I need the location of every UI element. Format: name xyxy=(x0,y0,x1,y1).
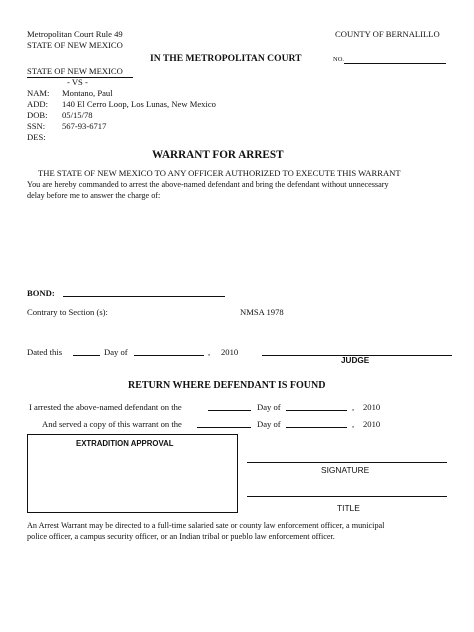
title-line xyxy=(247,496,447,497)
extradition-approval-box xyxy=(27,434,238,513)
extradition-approval-title: EXTRADITION APPROVAL xyxy=(76,439,174,448)
court-rule: Metropolitan Court Rule 49 xyxy=(27,29,123,39)
warrant-title: WARRANT FOR ARREST xyxy=(152,149,284,161)
name-value: Montano, Paul xyxy=(62,88,113,98)
dated-month-line xyxy=(134,355,204,356)
footer-line-2: police officer, a campus security officer, or an Indian tribal or pueblo law enforcement officer. xyxy=(27,532,335,541)
address-label: ADD: xyxy=(27,99,49,109)
description-label: DES: xyxy=(27,132,46,142)
arrested-year: 2010 xyxy=(363,402,381,412)
nmsa: NMSA 1978 xyxy=(240,307,284,317)
contrary-to-section: Contrary to Section (s): xyxy=(27,307,108,317)
bond-label: BOND: xyxy=(27,288,55,298)
dated-year: 2010 xyxy=(221,347,239,357)
case-number-line xyxy=(344,63,446,64)
return-title: RETURN WHERE DEFENDANT IS FOUND xyxy=(128,380,326,391)
arrested-text: I arrested the above-named defendant on the xyxy=(29,402,182,412)
bond-line xyxy=(63,296,225,297)
signature-line xyxy=(247,462,447,463)
dob-label: DOB: xyxy=(27,110,48,120)
plaintiff: STATE OF NEW MEXICO xyxy=(27,66,123,76)
case-number-label: NO. xyxy=(333,56,345,63)
dated-day-of: Day of xyxy=(104,347,128,357)
arrested-month-line xyxy=(286,410,347,411)
header-state: STATE OF NEW MEXICO xyxy=(27,40,123,50)
title-label: TITLE xyxy=(337,503,360,513)
ssn-value: 567-93-6717 xyxy=(62,121,107,131)
name-label: NAM: xyxy=(27,88,50,98)
dated-comma: , xyxy=(208,347,211,357)
served-text: And served a copy of this warrant on the xyxy=(42,419,182,429)
served-day-of: Day of xyxy=(257,419,281,429)
ssn-label: SSN: xyxy=(27,121,46,131)
versus: - VS - xyxy=(67,77,88,87)
dated-this: Dated this xyxy=(27,347,63,357)
arrested-day-line xyxy=(208,410,251,411)
dated-day-line xyxy=(73,355,100,356)
signature-label: SIGNATURE xyxy=(321,465,370,475)
served-day-line xyxy=(197,427,251,428)
county-name: COUNTY OF BERNALILLO xyxy=(335,29,440,39)
address-value: 140 El Cerro Loop, Los Lunas, New Mexico xyxy=(62,99,216,109)
warrant-address: THE STATE OF NEW MEXICO TO ANY OFFICER AUTHORIZED TO EXECUTE THIS WARRANT xyxy=(38,168,401,178)
dob-value: 05/15/78 xyxy=(62,110,93,120)
arrested-day-of: Day of xyxy=(257,402,281,412)
footer-line-1: An Arrest Warrant may be directed to a full-time salaried sate or county law enforcement officer, a municipal xyxy=(27,521,385,530)
court-title: IN THE METROPOLITAN COURT xyxy=(150,53,302,64)
arrested-comma: , xyxy=(352,402,355,412)
judge-label: JUDGE xyxy=(341,356,370,365)
command-line-2: delay before me to answer the charge of: xyxy=(27,191,161,200)
served-comma: , xyxy=(352,419,355,429)
served-year: 2010 xyxy=(363,419,381,429)
served-month-line xyxy=(286,427,347,428)
command-line-1: You are hereby commanded to arrest the above-named defendant and bring the defendant without unnecessary xyxy=(27,180,389,189)
